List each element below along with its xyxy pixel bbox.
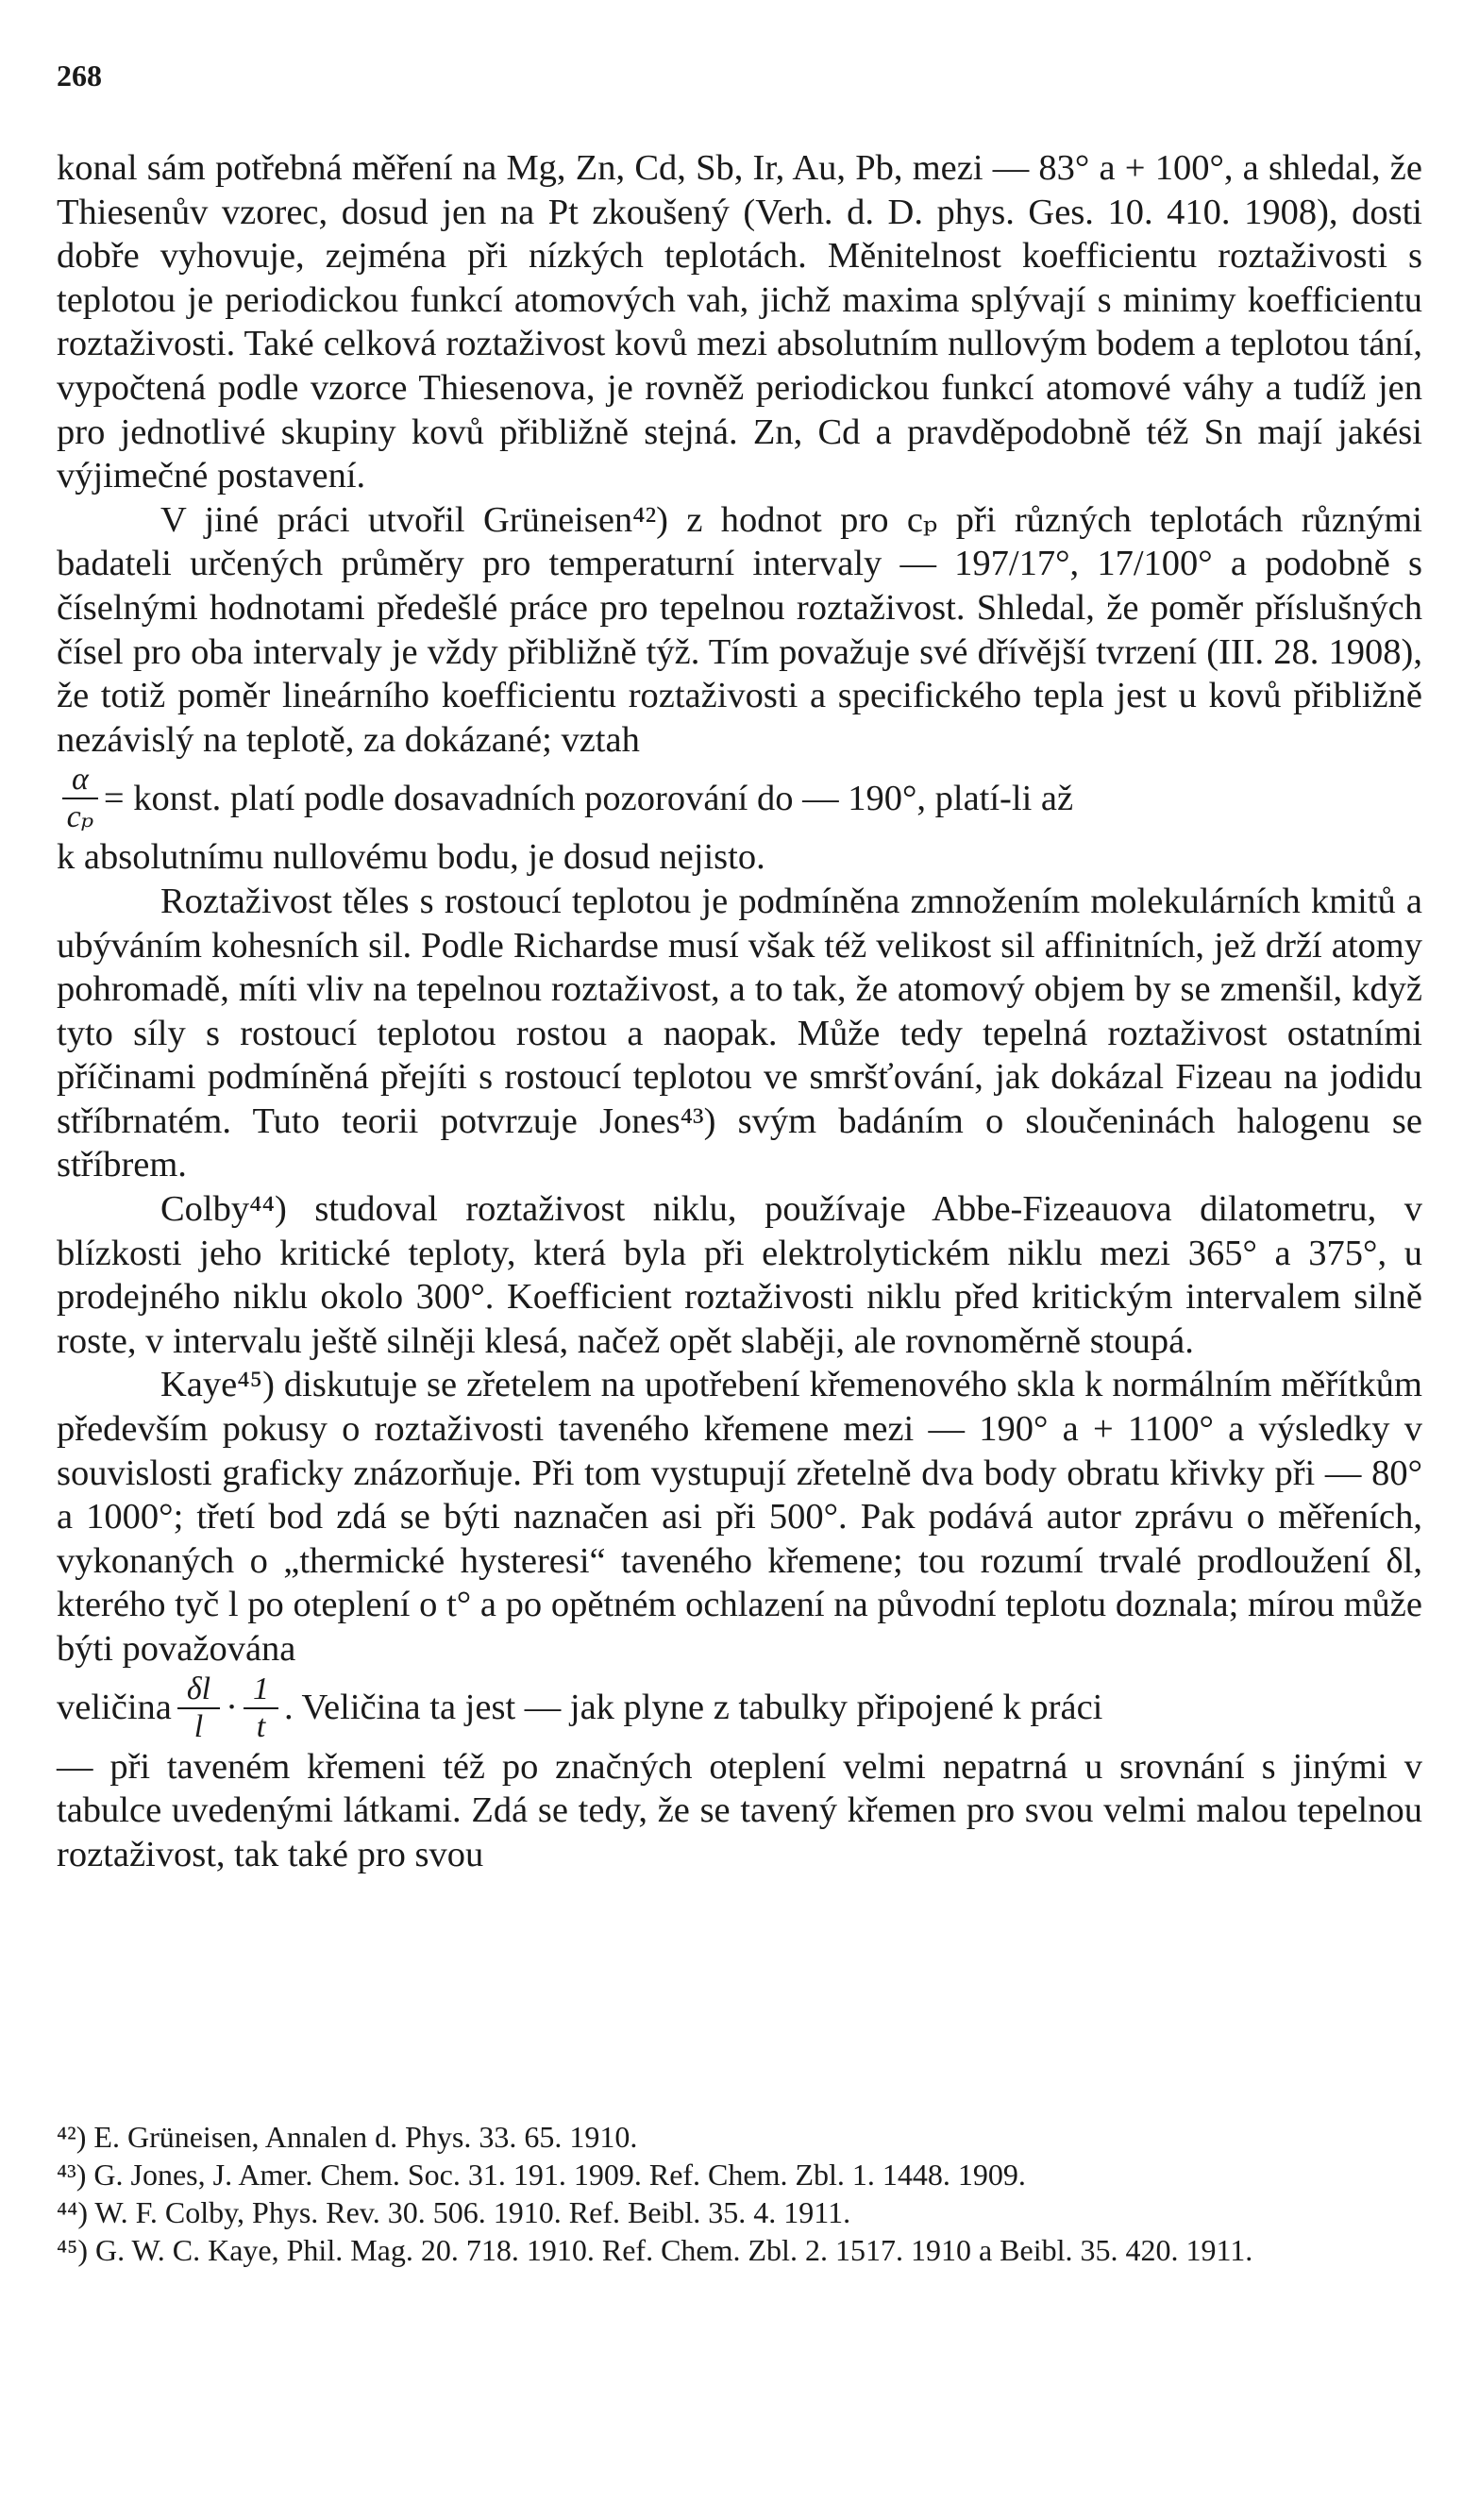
fraction-denominator: cₚ — [66, 799, 94, 835]
fraction-numerator: δl — [177, 1672, 220, 1709]
paragraph-2-end: k absolutnímu nullovému bodu, je dosud nejisto. — [57, 837, 765, 878]
footnote-43: ⁴³) G. Jones, J. Amer. Chem. Soc. 31. 191. 1909. Ref. Chem. Zbl. 1. 1448. 1909. — [57, 2158, 1026, 2192]
page-number: 268 — [57, 59, 102, 92]
paragraph-2: V jiné práci utvořil Grüneisen⁴²) z hodnot pro cₚ při různých teplotách různými badateli určených průměry pro temperaturní intervaly — 197/17°, 17/100° a podobně s číselnými hodnotami předešlé práce pro tepelnou roztaživost. Shledal, že poměr příslušných čísel pro oba intervaly je vždy přibližně týž. Tím považuje své dřívější tvrzení (III. 28. 1908), že totiž poměr lineárního koefficientu roztaživosti a specifického tepla jest u kovů přibližně nezávislý na teplotě, za dokázané; vztah — [57, 499, 1422, 760]
paragraph-3: Roztaživost těles s rostoucí teplotou je podmíněna zmnožením molekulárních kmitů a ubýváním kohesních sil. Podle Richardse musí však též velikost sil affinitních, jež drží atomy pohromadě, míti vliv na tepelnou roztaživost, a to tak, že atomový objem by se zmenšil, když tyto síly s rostoucí teplotou rostou a naopak. Může tedy tepelná roztaživost ostatními příčinami podmíněná přejíti s rostoucí teplotou ve smršťování, jak dokázal Fizeau na jodidu stříbrnatém. Tuto teorii potvrzuje Jones⁴³) svým badáním o sloučeninách halogenu se stříbrem. — [57, 881, 1422, 1185]
paragraph-5-end: — při taveném křemeni též po značných oteplení velmi nepatrná u srovnání s jinými v tabulce uvedenými látkami. Zdá se tedy, že se tavený křemen pro svou velmi malou tepelnou roztaživost, tak také pro svou — [57, 1746, 1422, 1874]
one-over-t-fraction — [244, 1672, 278, 1745]
fraction-numerator: α — [62, 762, 98, 799]
formula-delta-line — [57, 1672, 1422, 1745]
body-text — [57, 146, 1422, 1876]
delta-l-over-l-fraction — [177, 1672, 220, 1745]
paragraph-5: Kaye⁴⁵) diskutuje se zřetelem na upotřebení křemenového skla k normálním měřítkům především pokusy o roztaživosti taveného křemene mezi — 190° a + 1100° a výsledky v souvislosti graficky znázorňuje. Při tom vystupují zřetelně dva body obratu křivky při — 80° a 1000°; třetí bod zdá se býti naznačen asi při 500°. Pak podává autor zprávu o měřeních, vykonaných o „thermické hysteresi“ taveného křemene; tou rozumí trvalé prodloužení δl, kterého tyč l po oteplení o t° a po opětném ochlazení na původní teplotu doznala; mírou může býti považována — [57, 1365, 1422, 1669]
footnote-44: ⁴⁴) W. F. Colby, Phys. Rev. 30. 506. 1910. Ref. Beibl. 35. 4. 1911. — [57, 2195, 851, 2229]
fraction-numerator: 1 — [244, 1672, 278, 1709]
alpha-over-cp-fraction — [62, 762, 98, 835]
paragraph-4: Colby⁴⁴) studoval roztaživost niklu, používaje Abbe-Fizeauova dilatometru, v blízkosti jeho kritické teploty, která byla při elektrolytickém niklu mezi 365° a 375°, u prodejného niklu okolo 300°. Koefficient roztaživosti niklu před kritickým intervalem silně roste, v intervalu ještě silněji klesá, načež opět slaběji, ale rovnoměrně stoupá. — [57, 1189, 1422, 1361]
fraction-denominator: t — [256, 1708, 266, 1744]
fraction-denominator: l — [193, 1708, 204, 1744]
multiplication-dot: · — [226, 1688, 238, 1728]
footnote-42: ⁴²) E. Grüneisen, Annalen d. Phys. 33. 65. 1910. — [57, 2120, 638, 2154]
formula-alpha-line — [57, 762, 1422, 835]
paragraph-1: konal sám potřebná měření na Mg, Zn, Cd, Sb, Ir, Au, Pb, mezi — 83° a + 100°, a shledal, že Thiesenův vzorec, dosud jen na Pt zkoušený (Verh. d. D. phys. Ges. 10. 410. 1908), dosti dobře vyhovuje, zejména při nízkých teplotách. Měnitelnost koefficientu roztaživosti s teplotou je periodickou funkcí atomových vah, jichž maxima splývají s minimy koefficientu roztaživosti. Také celková roztaživost kovů mezi absolutním nullovým bodem a teplotou tání, vypočtená podle vzorce Thiesenova, je rovněž periodickou funkcí atomové váhy a tudíž jen pro jednotlivé skupiny kovů přibližně stejná. Zn, Cd a pravděpodobně též Sn mají jakési výjimečné postavení. — [57, 148, 1422, 496]
footnotes — [57, 2119, 1422, 2270]
formula-tail-text: = konst. platí podle dosavadních pozorování do — 190°, platí-li až — [103, 779, 1074, 819]
formula-lead-text: veličina — [57, 1688, 172, 1728]
formula-tail-text: . Veličina ta jest — jak plyne z tabulky připojené k práci — [283, 1688, 1103, 1728]
footnote-45: ⁴⁵) G. W. C. Kaye, Phil. Mag. 20. 718. 1910. Ref. Chem. Zbl. 2. 1517. 1910 a Beibl. 35. 420. 1911. — [57, 2233, 1253, 2267]
